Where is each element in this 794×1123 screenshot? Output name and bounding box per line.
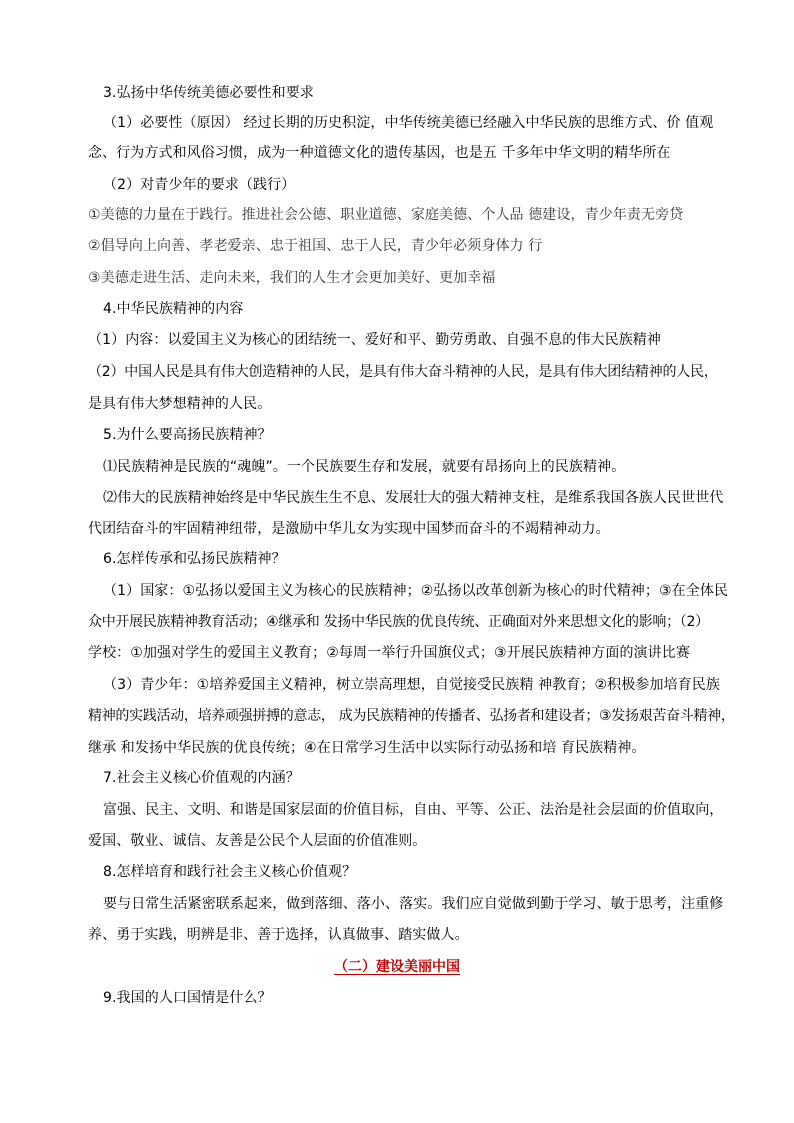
heading-3: 3.弘扬中华传统美德必要性和要求 <box>103 85 314 101</box>
section-title: （二）建设美丽中国 <box>334 959 460 975</box>
heading-8: 8.怎样培育和践行社会主义核心价值观？ <box>103 864 357 880</box>
paragraph-line: （1）必要性（原因） 经过长期的历史积淀，中华传统美德已经融入中华民族的思维方式、价 值观 <box>103 115 714 131</box>
paragraph-line: （3）青少年：①培养爱国主义精神，树立崇高理想，自觉接受民族精 神教育；②积极参加培育民族 <box>103 677 720 693</box>
paragraph-line: ①美德的力量在于践行。推进社会公德、职业道德、家庭美德、个人品 德建设，青少年责无旁贷 <box>88 207 684 223</box>
paragraph-line: 继承 和发扬中华民族的优良传统；④在日常学习生活中以实际行动弘扬和培 育民族精神。 <box>88 740 646 756</box>
paragraph-line: （1）内容：以爱国主义为核心的团结统一、爱好和平、勤劳勇敢、自强不息的伟大民族精神 <box>88 332 662 348</box>
paragraph-line: 代团结奋斗的牢固精神纽带，是激励中华儿女为实现中国梦而奋斗的不竭精神动力。 <box>88 521 610 537</box>
heading-5: 5.为什么要高扬民族精神？ <box>103 427 272 443</box>
paragraph-line: ②倡导向上向善、孝老爱亲、忠于祖国、忠于人民，青少年必须身体力 行 <box>88 238 543 254</box>
paragraph-line: ⑴民族精神是民族的“魂魄”。一个民族要生存和发展，就要有昂扬向上的民族精神。 <box>103 459 626 475</box>
paragraph-line: ③美德走进生活、走向未来，我们的人生才会更加美好、更加幸福 <box>88 270 496 286</box>
paragraph-line: （2）中国人民是具有伟大创造精神的人民，是具有伟大奋斗精神的人民，是具有伟大团结精神的人民， <box>88 364 718 380</box>
paragraph-line: 养、勇于实践，明辨是非、善于选择，认真做事、踏实做人。 <box>88 927 469 943</box>
paragraph-line: 要与日常生活紧密联系起来，做到落细、落小、落实。我们应自觉做到勤于学习、敏于思考，注重修 <box>103 896 724 912</box>
paragraph-line: ⑵伟大的民族精神始终是中华民族生生不息、发展壮大的强大精神支柱，是维系我国各族人民世世代 <box>103 490 724 506</box>
heading-7: 7.社会主义核心价值观的内涵？ <box>103 770 300 786</box>
heading-9: 9.我国的人口国情是什么？ <box>103 990 272 1006</box>
paragraph-line: 学校：①加强对学生的爱国主义教育；②每周一举行升国旗仪式；③开展民族精神方面的演讲比赛 <box>88 645 690 661</box>
paragraph-line: 是具有伟大梦想精神的人民。 <box>88 396 272 412</box>
paragraph-line: （2）对青少年的要求（践行） <box>103 177 296 193</box>
paragraph-line: 富强、民主、文明、和谐是国家层面的价值目标，自由、平等、公正、法治是社会层面的价值取向， <box>103 802 724 818</box>
heading-6: 6.怎样传承和弘扬民族精神？ <box>103 551 286 567</box>
paragraph-line: 爱国、敬业、诚信、友善是公民个人层面的价值准则。 <box>88 833 427 849</box>
heading-4: 4.中华民族精神的内容 <box>103 301 244 317</box>
paragraph-line: 念、行为方式和风俗习惯，成为一种道德文化的遗传基因，也是五 千多年中华文明的精华所在 <box>88 145 671 161</box>
paragraph-line: 精神的实践活动，培养顽强拼搏的意志， 成为民族精神的传播者、弘扬者和建设者；③发扬艰苦奋斗精神， <box>88 708 735 724</box>
paragraph-line: （1）国家：①弘扬以爱国主义为核心的民族精神；②弘扬以改革创新为核心的时代精神；③在全体民 <box>103 583 729 599</box>
paragraph-line: 众中开展民族精神教育活动；④继承和 发扬中华民族的优良传统、正确面对外来思想文化的影响；（2） <box>88 614 709 630</box>
